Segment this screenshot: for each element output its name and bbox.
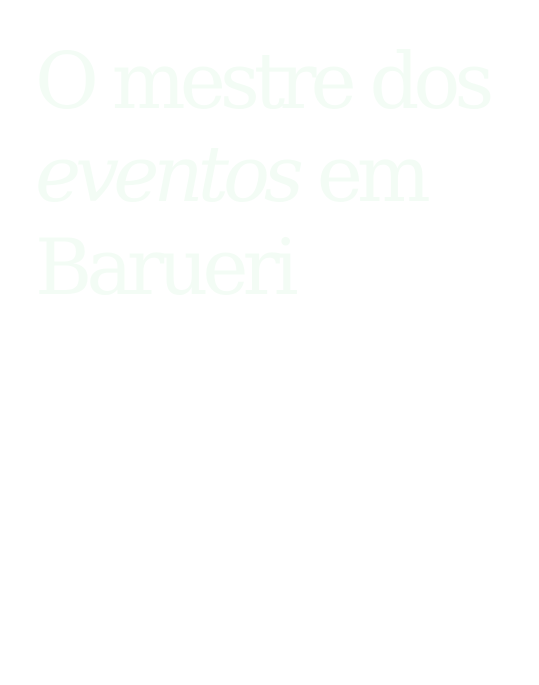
hero-headline-line-1: O mestre dos [35, 37, 489, 127]
hero-headline [35, 36, 515, 315]
hero-headline-line-3: Barueri [35, 223, 293, 313]
hero-headline-line-2 [35, 129, 515, 222]
hero-headline-line-2-rest: em [297, 130, 425, 220]
hero-headline-emphasis: eventos [35, 130, 298, 220]
